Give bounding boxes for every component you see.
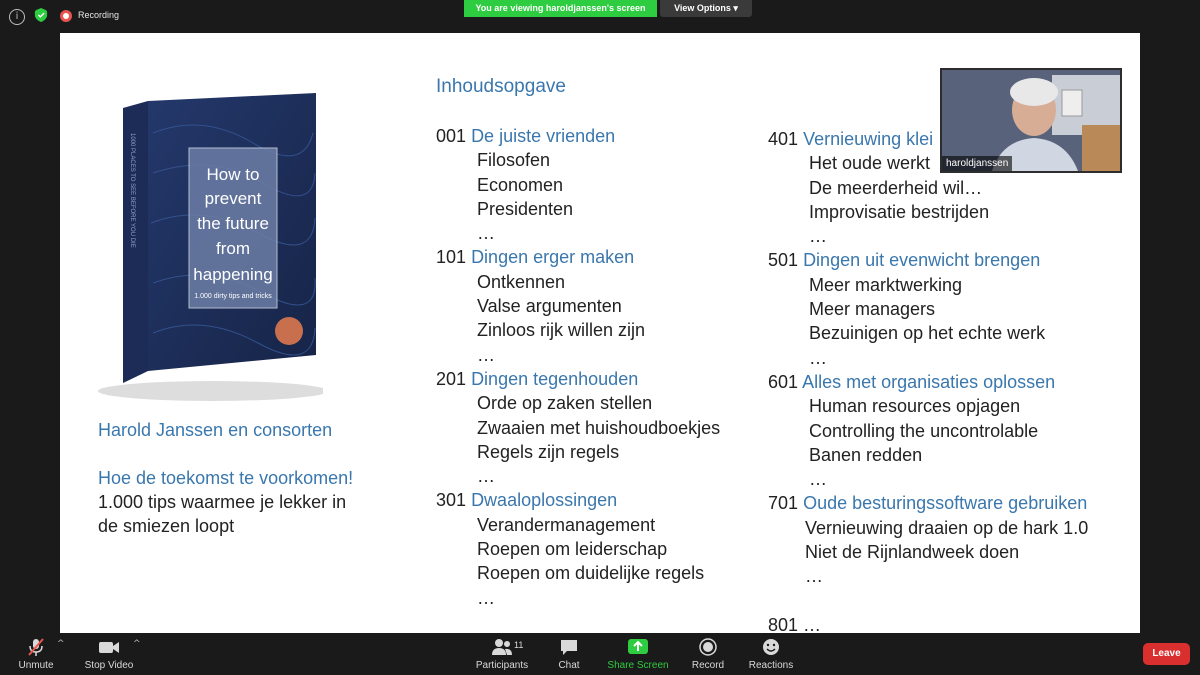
- toc-section: [436, 488, 720, 609]
- toc-item: Controlling the uncontrolable: [809, 420, 1039, 441]
- description-line-2: de smiezen loopt: [98, 516, 235, 536]
- toc-item: Meer marktwerking: [809, 274, 963, 295]
- book-badge: [275, 317, 303, 345]
- view-options-button[interactable]: View Options ▾: [660, 0, 752, 17]
- webcam-video-thumbnail[interactable]: [940, 68, 1122, 173]
- recording-icon: [60, 10, 72, 22]
- unmute-button[interactable]: Unmute: [14, 637, 58, 671]
- toc-section-header: 301 Dwaaloplossingen: [436, 490, 618, 511]
- toc-item: Verandermanagement: [477, 514, 656, 535]
- toc-section-header: 701 Oude besturingssoftware gebruiken: [768, 493, 1088, 514]
- toc-section: [768, 248, 1088, 369]
- toc-item: Roepen om duidelijke regels: [477, 563, 705, 584]
- toc-item: Vernieuwing draaien op de hark 1.0: [805, 517, 1089, 538]
- toc-item: Improvisatie bestrijden: [809, 201, 990, 222]
- audio-options-caret-icon[interactable]: ^: [57, 639, 65, 649]
- author-line: Harold Janssen en consorten: [98, 420, 333, 440]
- toc-item: …: [809, 347, 827, 368]
- toc-item: …: [809, 226, 827, 247]
- chat-icon: [559, 637, 579, 657]
- toc-item: …: [477, 466, 495, 487]
- toc-column-2: [768, 127, 1088, 589]
- participants-button[interactable]: 11 Participants: [474, 637, 530, 671]
- record-button[interactable]: Record: [690, 637, 726, 671]
- toc-section: [768, 491, 1088, 588]
- toc-item: Economen: [477, 174, 564, 195]
- record-icon: [698, 637, 718, 657]
- tagline: Hoe de toekomst te voorkomen!: [98, 468, 354, 488]
- toc-section: [436, 124, 720, 245]
- book-cover-image: [93, 93, 323, 403]
- video-options-caret-icon[interactable]: ^: [133, 639, 141, 649]
- toc-section-header: 601 Alles met organisaties oplossen: [768, 371, 1056, 392]
- toc-section-header: 501 Dingen uit evenwicht brengen: [768, 250, 1041, 271]
- participant-name-label: haroldjanssen: [942, 156, 1012, 171]
- toc-item: …: [477, 223, 495, 244]
- toc-section-header: 101 Dingen erger maken: [436, 247, 635, 268]
- book-subtitle: 1.000 dirty tips and tricks: [194, 293, 272, 300]
- toc-item: Orde op zaken stellen: [477, 393, 653, 414]
- toc-section-header: 201 Dingen tegenhouden: [436, 368, 639, 389]
- toc-item: Zwaaien met huishoudboekjes: [477, 417, 721, 438]
- toc-item: Niet de Rijnlandweek doen: [805, 542, 1020, 563]
- toc-section: [768, 370, 1088, 491]
- share-screen-icon: [627, 637, 649, 657]
- table-of-contents-heading: Inhoudsopgave: [436, 76, 566, 97]
- book-spine-text: 1000 PLACES TO SEE BEFORE YOU DIE: [129, 133, 135, 248]
- video-camera-icon: [98, 637, 120, 657]
- toc-item: …: [477, 344, 495, 365]
- toc-item: Zinloos rijk willen zijn: [477, 320, 646, 341]
- svg-text:How to: How to: [206, 165, 260, 184]
- toc-section-header: 401 Vernieuwing klei: [768, 129, 934, 149]
- toc-item: Presidenten: [477, 198, 574, 219]
- toc-item: Banen redden: [809, 444, 923, 465]
- info-icon[interactable]: i: [9, 9, 25, 25]
- toc-final-entry: 801 …: [768, 615, 822, 633]
- participants-icon: [491, 637, 513, 657]
- toc-item: De meerderheid wil…: [809, 177, 983, 198]
- toc-section: [436, 367, 720, 488]
- svg-text:from: from: [216, 239, 250, 258]
- leave-button[interactable]: Leave: [1143, 643, 1190, 665]
- description-line-1: 1.000 tips waarmee je lekker in: [98, 492, 347, 512]
- stop-video-button[interactable]: Stop Video: [82, 637, 136, 671]
- toc-item: Bezuinigen op het echte werk: [809, 323, 1046, 344]
- svg-text:the future: the future: [197, 214, 269, 233]
- toc-item: Het oude werkt: [809, 153, 931, 174]
- toc-item: Roepen om leiderschap: [477, 539, 668, 560]
- smiley-icon: [761, 637, 781, 657]
- svg-text:happening: happening: [193, 265, 273, 284]
- toc-column-1: [436, 124, 720, 610]
- toc-item: …: [809, 469, 827, 490]
- meeting-top-bar: [0, 0, 1200, 33]
- viewing-banner: You are viewing haroldjanssen's screen: [464, 0, 657, 17]
- reactions-button[interactable]: Reactions: [748, 637, 794, 671]
- toc-item: Human resources opjagen: [809, 396, 1021, 417]
- participants-count: 11: [514, 640, 524, 650]
- svg-text:prevent: prevent: [204, 189, 262, 208]
- toc-item: Ontkennen: [477, 271, 566, 292]
- toc-item: …: [477, 587, 495, 608]
- chat-button[interactable]: Chat: [554, 637, 584, 671]
- shield-icon[interactable]: [34, 8, 48, 22]
- toc-item: Valse argumenten: [477, 296, 622, 317]
- toc-item: …: [805, 566, 823, 587]
- microphone-muted-icon: [26, 637, 46, 657]
- toc-item: Filosofen: [477, 150, 551, 171]
- recording-label: Recording: [78, 10, 120, 20]
- toc-section-header: 001 De juiste vrienden: [436, 126, 616, 146]
- meeting-controls-bar: [0, 633, 1200, 675]
- toc-item: Meer managers: [809, 299, 936, 320]
- toc-section: [436, 245, 720, 366]
- toc-item: Regels zijn regels: [477, 441, 620, 462]
- share-screen-button[interactable]: Share Screen: [607, 637, 669, 671]
